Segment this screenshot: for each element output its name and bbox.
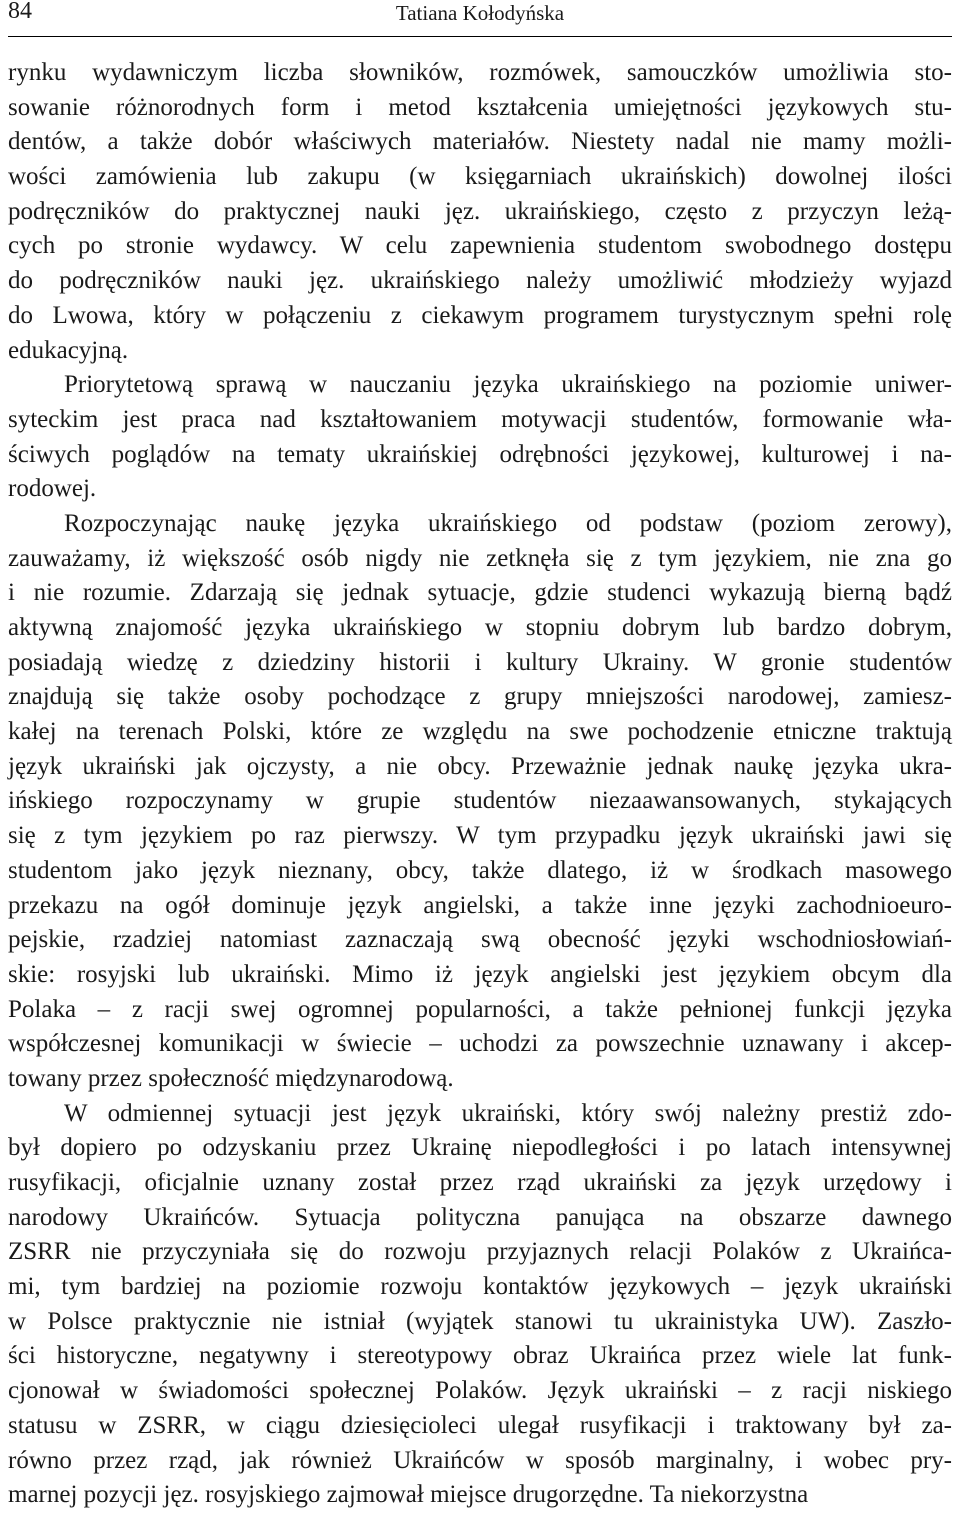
text-line: podręczników do praktycznej nauki jęz. ukraińskiego, często z przyczyn leżą- (8, 197, 952, 225)
text-line: Priorytetową sprawą w nauczaniu języka ukraińskiego na poziomie uniwer- (64, 371, 952, 399)
text-line: w Polsce praktycznie nie istniał (wyjątek stanowi tu ukrainistyka UW). Zaszło- (8, 1307, 952, 1335)
text-line: mi, tym bardziej na poziomie rozwoju kontaktów językowych – język ukraiński (8, 1273, 952, 1301)
page-number: 84 (8, 0, 32, 24)
text-line: ściwych poglądów na tematy ukraińskiej odrębności językowej, kulturowej i na- (8, 440, 952, 468)
text-line: do Lwowa, który w połączeniu z ciekawym programem turystycznym spełni rolę (8, 301, 952, 329)
text-line: pejskie, rzadziej natomiast zaznaczają swą obecność języki wschodniosłowiań- (8, 926, 952, 954)
text-line: kałej na terenach Polski, które ze względu na swe pochodzenie etniczne traktują (8, 718, 952, 746)
text-line: rynku wydawniczym liczba słowników, rozmówek, samouczków umożliwia sto- (8, 59, 952, 86)
text-line: narodowy Ukraińców. Sytuacja polityczna panująca na obszarze dawnego (8, 1203, 952, 1231)
text-line: W odmiennej sytuacji jest język ukraiński, który swój należny prestiż zdo- (64, 1099, 952, 1127)
text-line: sowanie różnorodnych form i metod kształcenia umiejętności językowych stu- (8, 93, 952, 121)
text-line: cjonował w świadomości społecznej Polaków. Język ukraiński – z racji niskiego (8, 1377, 952, 1405)
text-line: cych po stronie wydawcy. W celu zapewnienia studentom swobodnego dostępu (8, 232, 952, 260)
page-header (8, 0, 952, 26)
text-line: studentom jako język nieznany, obcy, także dlatego, iż w środkach masowego (8, 856, 952, 884)
text-line: ści historyczne, negatywny i stereotypowy obraz Ukraińca przez wiele lat funk- (8, 1342, 952, 1370)
paragraph (8, 56, 952, 368)
text-line: się z tym językiem po raz pierwszy. W tym przypadku język ukraiński jawi się (8, 822, 952, 850)
text-line: przekazu na ogół dominuje język angielski, a także inne języki zachodnioeuro- (8, 891, 952, 919)
body-text (8, 56, 952, 1513)
text-line: statusu w ZSRR, w ciągu dziesięcioleci ulegał rusyfikacji i traktowany był za- (8, 1411, 952, 1439)
text-line: posiadają wiedzę z dziedziny historii i kultury Ukrainy. W gronie studentów (8, 648, 952, 676)
text-line: rodowej. (8, 475, 97, 503)
text-line: dentów, a także dobór właściwych materiałów. Niestety nadal nie mamy możli- (8, 128, 952, 156)
text-line: zauważamy, iż większość osób nigdy nie zetknęła się z tym językiem, nie zna go (8, 544, 952, 572)
text-line: współczesnej komunikacji w świecie – uchodzi za powszechnie uznawany i akcep- (8, 1030, 952, 1058)
text-line: towany przez społeczność międzynarodową. (8, 1064, 454, 1092)
text-line: syteckim jest praca nad kształtowaniem motywacji studentów, formowanie wła- (8, 405, 952, 433)
text-line: język ukraiński jak ojczysty, a nie obcy. Przeważnie jednak naukę języka ukra- (8, 752, 952, 780)
text-line: wości zamówienia lub zakupu (w księgarniach ukraińskich) dowolnej ilości (8, 163, 952, 191)
text-line: był dopiero po odzyskaniu przez Ukrainę niepodległości i po latach intensywnej (8, 1134, 952, 1162)
text-line: skie: rosyjski lub ukraiński. Mimo iż język angielski jest językiem obcym dla (8, 960, 952, 988)
text-line: marnej pozycji jęz. rosyjskiego zajmował miejsce drugorzędne. Ta niekorzystna (8, 1481, 809, 1509)
paragraph (8, 368, 952, 507)
paragraph (8, 1097, 952, 1513)
text-line: do podręczników nauki jęz. ukraińskiego należy umożliwić młodzieży wyjazd (8, 267, 952, 295)
text-line: rusyfikacji, oficjalnie uznany został przez rząd ukraiński za język urzędowy i (8, 1169, 952, 1196)
text-line: edukacyjną. (8, 336, 129, 364)
text-line: i nie rozumie. Zdarzają się jednak sytuacje, gdzie studenci wykazują bierną bądź (8, 579, 952, 607)
text-line: aktywną znajomość języka ukraińskiego w stopniu dobrym lub bardzo dobrym, (8, 614, 952, 641)
header-rule (8, 36, 952, 37)
text-line: równo przez rząd, jak również Ukraińców w sposób marginalny, i wobec pry- (8, 1446, 952, 1474)
running-head: Tatiana Kołodyńska (395, 1, 565, 25)
text-line: Polaka – z racji swej ogromnej popularności, a także pełnionej funkcji języka (8, 995, 952, 1023)
text-line: znajdują się także osoby pochodzące z grupy mniejszości narodowej, zamiesz- (8, 683, 952, 711)
text-line: ińskiego rozpoczynamy w grupie studentów niezaawansowanych, stykających (8, 787, 952, 815)
text-line: ZSRR nie przyczyniała się do rozwoju przyjaznych relacji Polaków z Ukraińca- (8, 1238, 952, 1266)
paragraph (8, 507, 952, 1097)
text-line: Rozpoczynając naukę języka ukraińskiego od podstaw (poziom zerowy), (64, 509, 952, 537)
